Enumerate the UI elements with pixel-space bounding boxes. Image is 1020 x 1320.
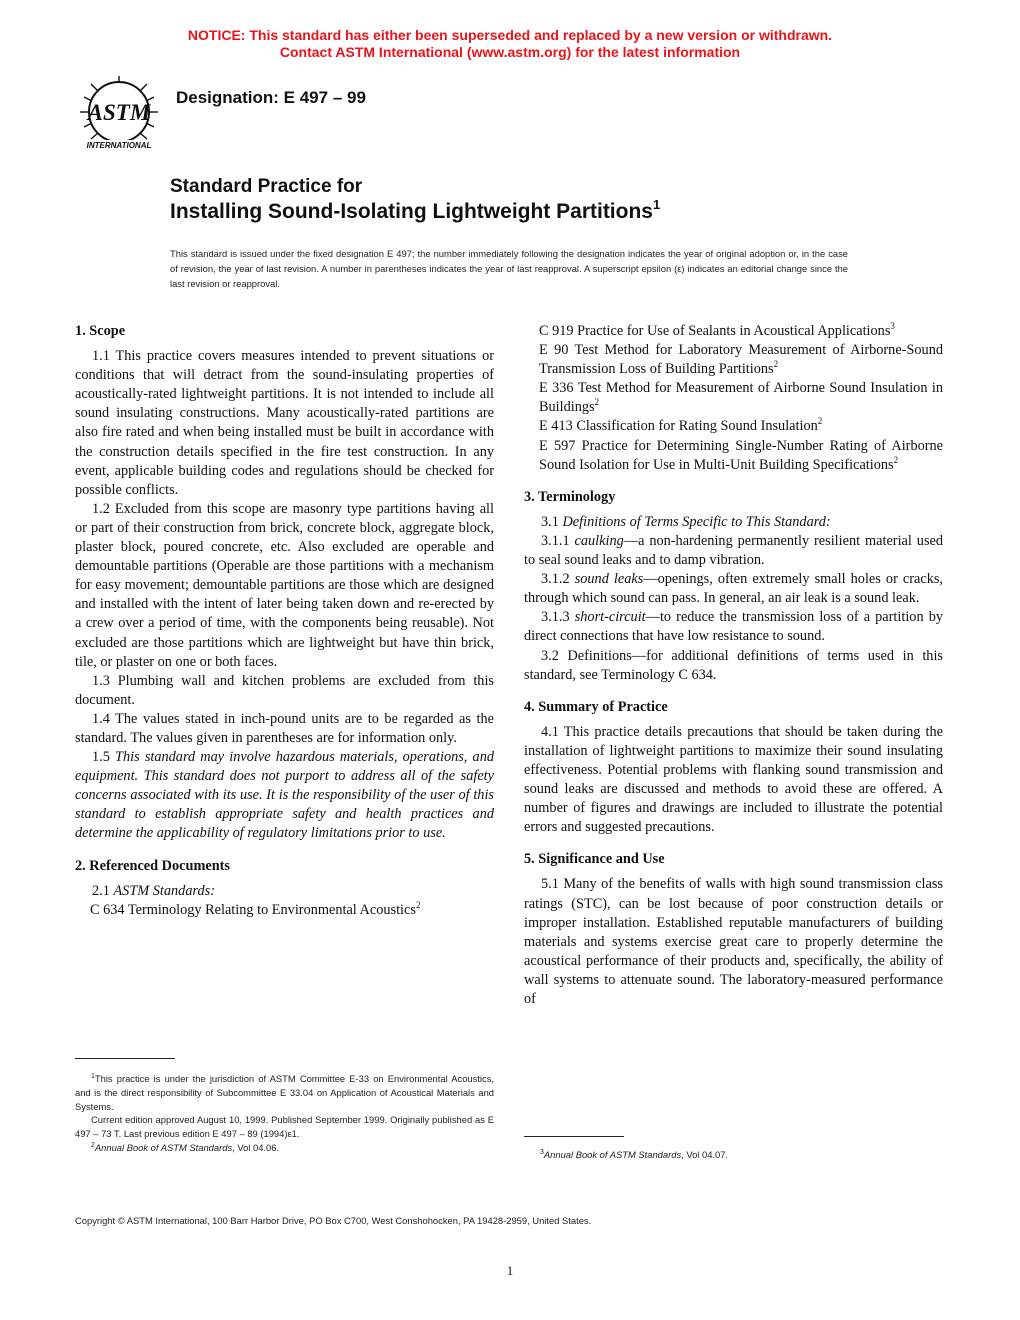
safety-caveat: This standard may involve hazardous materials, operations, and equipment. This standard does not purport to address all of the safety concerns associated with its use. It is the responsibility of the user of this standard to establish appropriate safety and health practices and determine the applicability of regulatory limitations prior to use. <box>75 749 494 842</box>
notice-line-2: Contact ASTM International (www.astm.org) for the latest information <box>279 44 741 60</box>
definition-caulking: 3.1.1 caulking—a non-hardening permanently resilient material used to seal sound leaks and to damp vibration. <box>524 532 943 569</box>
paragraph-1-5 <box>75 748 494 843</box>
footnote-1-edition: Current edition approved August 10, 1999. Published September 1999. Originally published as E 497 – 73 T. Last previous edition E 497 – 89 (1994)ε1. <box>75 1114 494 1140</box>
preamble: This standard is issued under the fixed designation E 497; the number immediately following the designation indicates the year of original adoption or, in the case of revision, the year of last revision. A number in parentheses indicates the year of last reapproval. A superscript epsilon (ε) indicates an editorial change since the last revision or reapproval. <box>170 248 848 289</box>
paragraph-1-1: 1.1 This practice covers measures intended to prevent situations or conditions that will detract from the sound-insulating properties of acoustically-rated lightweight partitions. It is not intended to include all sound insulating constructions. Many acoustically-rated partitions are also fire rated and when being installed must be built in accordance with the construction details specified in the fire test construction. In any event, applicable building codes and regulations should be checked for possible conflicts. <box>75 348 494 498</box>
astm-logo-icon <box>76 76 162 152</box>
section-heading-significance: 5. Significance and Use <box>524 851 665 868</box>
title-line-2 <box>170 198 870 225</box>
designation: Designation: E 497 – 99 <box>176 88 366 107</box>
footnotes-left <box>75 1072 494 1155</box>
notice-line-1: NOTICE: This standard has either been superseded and replaced by a new version or withdrawn. <box>187 27 833 43</box>
footnote-divider <box>524 1136 624 1137</box>
svg-text:INTERNATIONAL: INTERNATIONAL <box>86 141 152 150</box>
svg-text:ASTM: ASTM <box>87 100 151 125</box>
section-heading-summary: 4. Summary of Practice <box>524 698 668 715</box>
paragraph-2-1 <box>75 882 494 901</box>
paragraph-1-5-number: 1.5 <box>92 749 110 766</box>
footnote-3: $^3$Annual Book of ASTM Standards, Vol 04.07. <box>540 1149 729 1160</box>
section-heading-terminology: 3. Terminology <box>524 488 616 505</box>
footnote-divider <box>75 1058 175 1059</box>
footnote-1: $^1$This practice is under the jurisdiction of ASTM Committee E-33 on Environmental Acoustics, and is the direct responsibility of Subcommittee E 33.04 on Application of Acoustical Materials and Systems. <box>75 1073 494 1112</box>
title-text: Installing Sound-Isolating Lightweight Partitions <box>170 200 653 223</box>
reference-item: C 919 Practice for Use of Sealants in Acoustical Applications$^3$ <box>539 321 895 339</box>
reference-item: C 634 Terminology Relating to Environmental Acoustics$^2$ <box>90 899 421 918</box>
section-heading-referenced-documents: 2. Referenced Documents <box>75 857 230 874</box>
reference-item: E 336 Test Method for Measurement of Airborne Sound Insulation in Buildings$^2$ <box>539 380 943 416</box>
left-column <box>75 322 494 920</box>
paragraph-1-3: 1.3 Plumbing wall and kitchen problems are excluded from this document. <box>75 672 494 708</box>
right-column <box>524 322 943 1009</box>
reference-item: E 90 Test Method for Laboratory Measurement of Airborne-Sound Transmission Loss of Building Partitions$^2$ <box>539 342 943 378</box>
reference-item: E 597 Practice for Determining Single-Number Rating of Airborne Sound Isolation for Use in Multi-Unit Building Specifications$^2$ <box>539 437 943 473</box>
section-heading-scope: 1. Scope <box>75 323 126 339</box>
paragraph-1-2: 1.2 Excluded from this scope are masonry type partitions having all or part of their construction from brick, concrete block, aggregate block, plaster block, poured concrete, etc. Also excluded are operable and demountable partitions (Operable are those partitions with a mechanism for easy movement; demountable partitions are those which are designed and installed with the intent of later being taken down and re-erected by a crew over a period of time, with the components being reusable). Not excluded are those partitions which are lightweight but have thin brick, tile, or plaster on one or both faces. <box>75 500 494 670</box>
astm-standards-label: ASTM Standards: <box>113 882 215 899</box>
page-number: 1 <box>506 1263 514 1278</box>
paragraph-2-1-number: 2.1 <box>92 882 110 899</box>
paragraph-3-2: 3.2 Definitions—for additional definitions of terms used in this standard, see Terminology C 634. <box>524 647 943 683</box>
footnote-2: $^2$Annual Book of ASTM Standards, Vol 04.06. <box>91 1141 280 1153</box>
footnotes-right <box>524 1148 943 1162</box>
paragraph-4-1: 4.1 This practice details precautions that should be taken during the installation of lightweight partitions to maximize their sound insulating effectiveness. Potential problems with flanking sound transmission and sound leaks are discussed and methods to avoid these are offered. A number of figures and drawings are included to illustrate the potential errors and suggested precautions. <box>524 723 943 836</box>
title-block <box>170 175 870 225</box>
copyright-line: Copyright © ASTM International, 100 Barr Harbor Drive, PO Box C700, West Conshohocken, PA 19428-2959, United States. <box>75 1215 592 1226</box>
definition-sound-leaks: 3.1.2 sound leaks—openings, often extremely small holes or cracks, through which sound can pass. In general, an air leak is a sound leak. <box>524 571 944 607</box>
paragraph-3-1: 3.1 Definitions of Terms Specific to This Standard: <box>541 513 831 530</box>
definition-short-circuit: 3.1.3 short-circuit—to reduce the transmission loss of a partition by direct connections that have low resistance to sound. <box>524 609 943 645</box>
paragraph-1-4: 1.4 The values stated in inch-pound units are to be regarded as the standard. The values given in parentheses are for information only. <box>75 710 494 746</box>
withdrawal-notice <box>0 27 1020 61</box>
title-footnote-mark: 1 <box>652 197 661 212</box>
title-line-1: Standard Practice for <box>170 176 363 197</box>
reference-item: E 413 Classification for Rating Sound Insulation$^2$ <box>539 416 823 435</box>
paragraph-5-1: 5.1 Many of the benefits of walls with high sound transmission class ratings (STC), can be lost because of poor construction details or improper installation. Established reputable manufacturers of building materials and systems exercise great care to properly determine the acoustical performance of their products and, specifically, the ability of wall systems to attenuate sound. The laboratory-measured performance of <box>524 876 943 1007</box>
